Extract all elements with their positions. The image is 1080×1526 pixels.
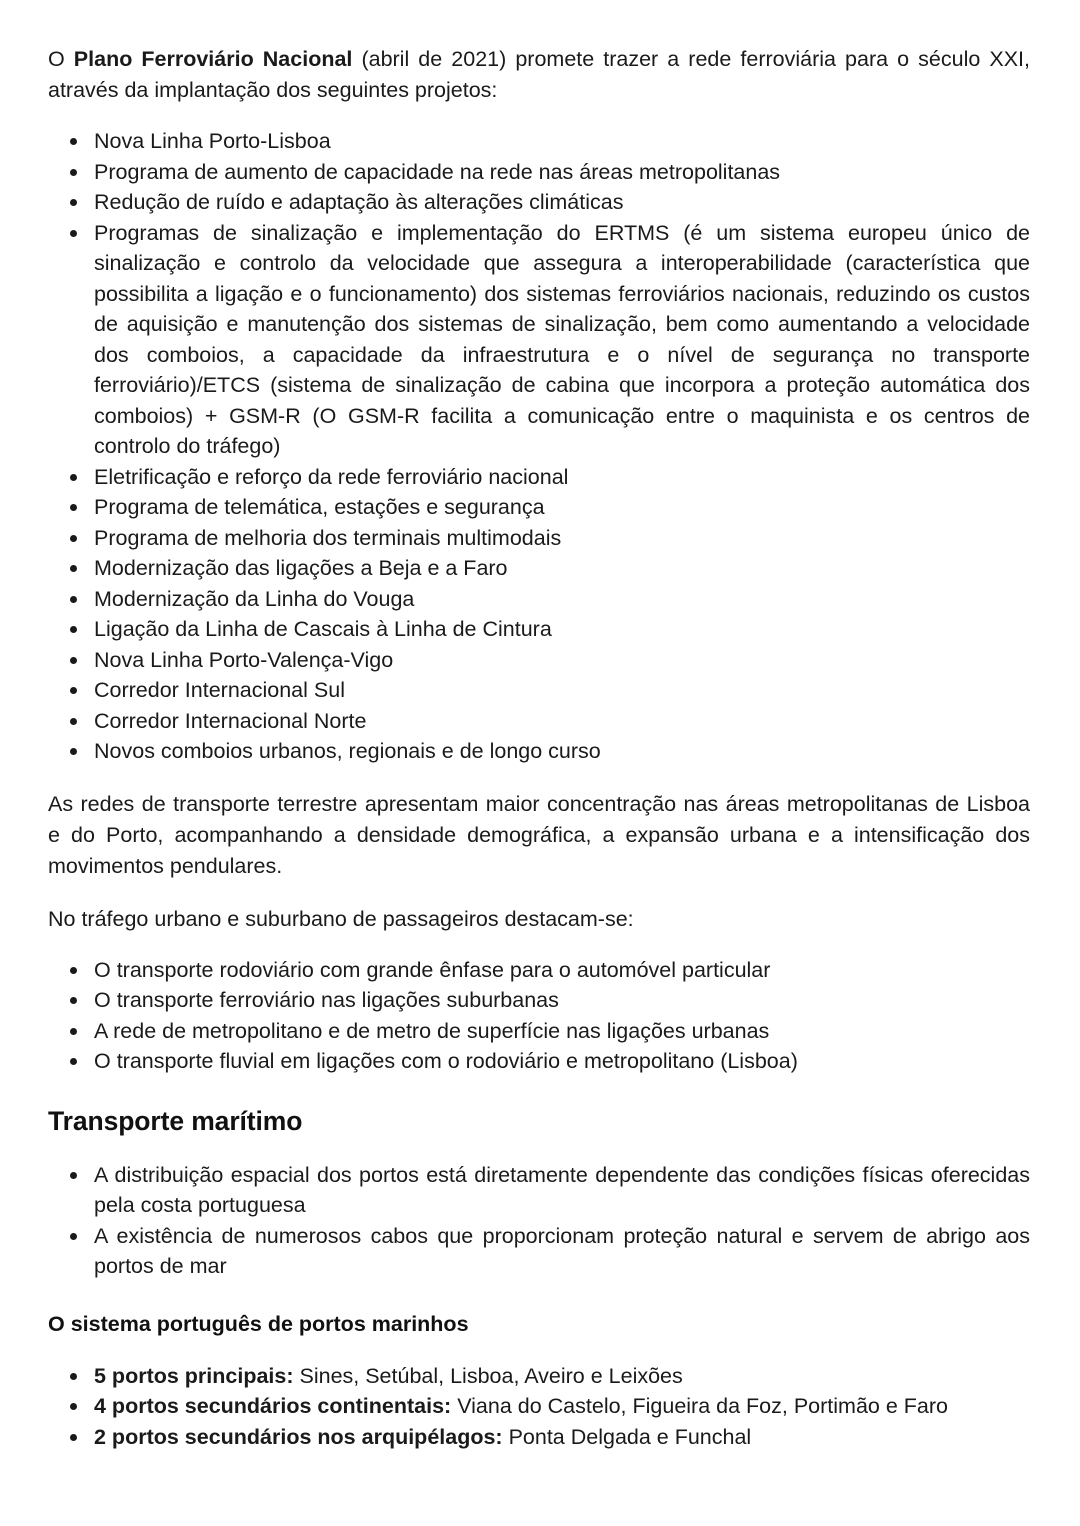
spacer: [48, 1077, 1030, 1104]
list-item-text: Corredor Internacional Norte: [94, 708, 367, 733]
list-item: [48, 157, 1030, 188]
urban-traffic-list: [48, 955, 1030, 1077]
list-item-value: Sines, Setúbal, Lisboa, Aveiro e Leixões: [293, 1363, 683, 1388]
list-item-text: O transporte rodoviário com grande ênfase para o automóvel particular: [94, 957, 771, 982]
list-item: [48, 736, 1030, 767]
spacer: [48, 1138, 1030, 1160]
list-item-text: Redução de ruído e adaptação às alterações climáticas: [94, 190, 624, 214]
list-item: [48, 523, 1030, 554]
list-item-text: Modernização das ligações a Beja e a Faro: [94, 556, 508, 580]
list-item: [48, 1221, 1030, 1282]
list-item: [48, 985, 1030, 1016]
list-item-text: Programas de sinalização e implementação do ERTMS (é um sistema europeu único de sinalização e controlo da velocidade que assegura a interoperabilidade (característica que possibilita a ligação e o funcionamento) dos sistemas ferroviários nacionais, reduzindo os custos de aquisição e manutenção dos sistemas de sinalização, bem como aumentando a velocidade dos comboios, a capacidade da infraestrutura e o nível de segurança no transporte ferroviário)/ETCS (sistema de sinalização de cabina que incorpora a proteção automática dos comboios) + GSM-R (O GSM-R facilita a comunicação entre o maquinista e os centros de controlo do tráfego): [94, 220, 1030, 458]
page-title-maritime: Transporte marítimo: [48, 1105, 303, 1136]
list-item-text: A rede de metropolitano e de metro de superfície nas ligações urbanas: [94, 1018, 770, 1043]
rail-projects-list: [48, 126, 1030, 767]
list-item-label: 5 portos principais:: [94, 1363, 294, 1388]
intro-rest-text: (abril de 2021) promete trazer a rede ferroviária para o século XXI, através da implantação dos seguintes projetos:: [48, 47, 1030, 102]
list-item: [48, 187, 1030, 218]
intro-lead-text: O: [48, 47, 74, 71]
list-item-text: Modernização da Linha do Vouga: [94, 586, 415, 611]
list-item: [48, 492, 1030, 523]
list-item: [48, 1160, 1030, 1221]
list-item: [48, 462, 1030, 493]
list-item: [48, 614, 1030, 645]
list-item: [48, 955, 1030, 986]
list-item-text: A distribuição espacial dos portos está diretamente dependente das condições físicas oferecidas pela costa portuguesa: [94, 1162, 1030, 1217]
list-item-label: 4 portos secundários continentais:: [94, 1394, 452, 1418]
spacer: [48, 935, 1030, 955]
list-item: [48, 126, 1030, 157]
ports-system-heading: O sistema português de portos marinhos: [48, 1311, 469, 1336]
list-item: [48, 1016, 1030, 1047]
list-item: [48, 675, 1030, 706]
list-item: [48, 218, 1030, 462]
list-item-value: Viana do Castelo, Figueira da Foz, Portimão e Faro: [451, 1394, 948, 1418]
intro-paragraph: [48, 44, 1030, 106]
list-item: [48, 1361, 1030, 1392]
list-item: [48, 553, 1030, 584]
network-paragraph: As redes de transporte terrestre apresentam maior concentração nas áreas metropolitanas de Lisboa e do Porto, acompanhando a densidade demográfica, a expansão urbana e a intensificação dos movimentos pendulares.: [48, 791, 1030, 878]
maritime-list: [48, 1160, 1030, 1282]
list-item-text: O transporte ferroviário nas ligações suburbanas: [94, 988, 559, 1012]
list-item-label: 2 portos secundários nos arquipélagos:: [94, 1424, 503, 1449]
spacer: [48, 1339, 1030, 1361]
list-item-text: Corredor Internacional Sul: [94, 678, 345, 702]
list-item-text: Programa de telemática, estações e segurança: [94, 495, 545, 519]
list-item: [48, 1422, 1030, 1453]
list-item: [48, 1046, 1030, 1077]
list-item-text: Nova Linha Porto-Lisboa: [94, 129, 331, 153]
list-item-text: Eletrificação e reforço da rede ferroviário nacional: [94, 464, 569, 489]
list-item-value: Ponta Delgada e Funchal: [502, 1424, 752, 1449]
document-body: [48, 44, 1030, 1452]
urban-traffic-intro: No tráfego urbano e suburbano de passageiros destacam-se:: [48, 906, 634, 931]
list-item-text: Programa de melhoria dos terminais multimodais: [94, 525, 562, 550]
spacer: [48, 106, 1030, 126]
ports-list: [48, 1361, 1030, 1453]
list-item: [48, 706, 1030, 737]
list-item-text: A existência de numerosos cabos que proporcionam proteção natural e servem de abrigo aos portos de mar: [94, 1223, 1030, 1278]
list-item: [48, 584, 1030, 615]
spacer: [48, 882, 1030, 904]
list-item-text: Nova Linha Porto-Valença-Vigo: [94, 647, 394, 672]
list-item-text: Programa de aumento de capacidade na rede nas áreas metropolitanas: [94, 159, 781, 184]
list-item-text: O transporte fluvial em ligações com o rodoviário e metropolitano (Lisboa): [94, 1049, 798, 1073]
list-item: [48, 645, 1030, 676]
list-item: [48, 1391, 1030, 1422]
list-item-text: Ligação da Linha de Cascais à Linha de Cintura: [94, 617, 552, 641]
spacer: [48, 1282, 1030, 1309]
list-item-text: Novos comboios urbanos, regionais e de longo curso: [94, 739, 601, 763]
spacer: [48, 767, 1030, 789]
intro-bold-term: Plano Ferroviário Nacional: [73, 47, 353, 71]
